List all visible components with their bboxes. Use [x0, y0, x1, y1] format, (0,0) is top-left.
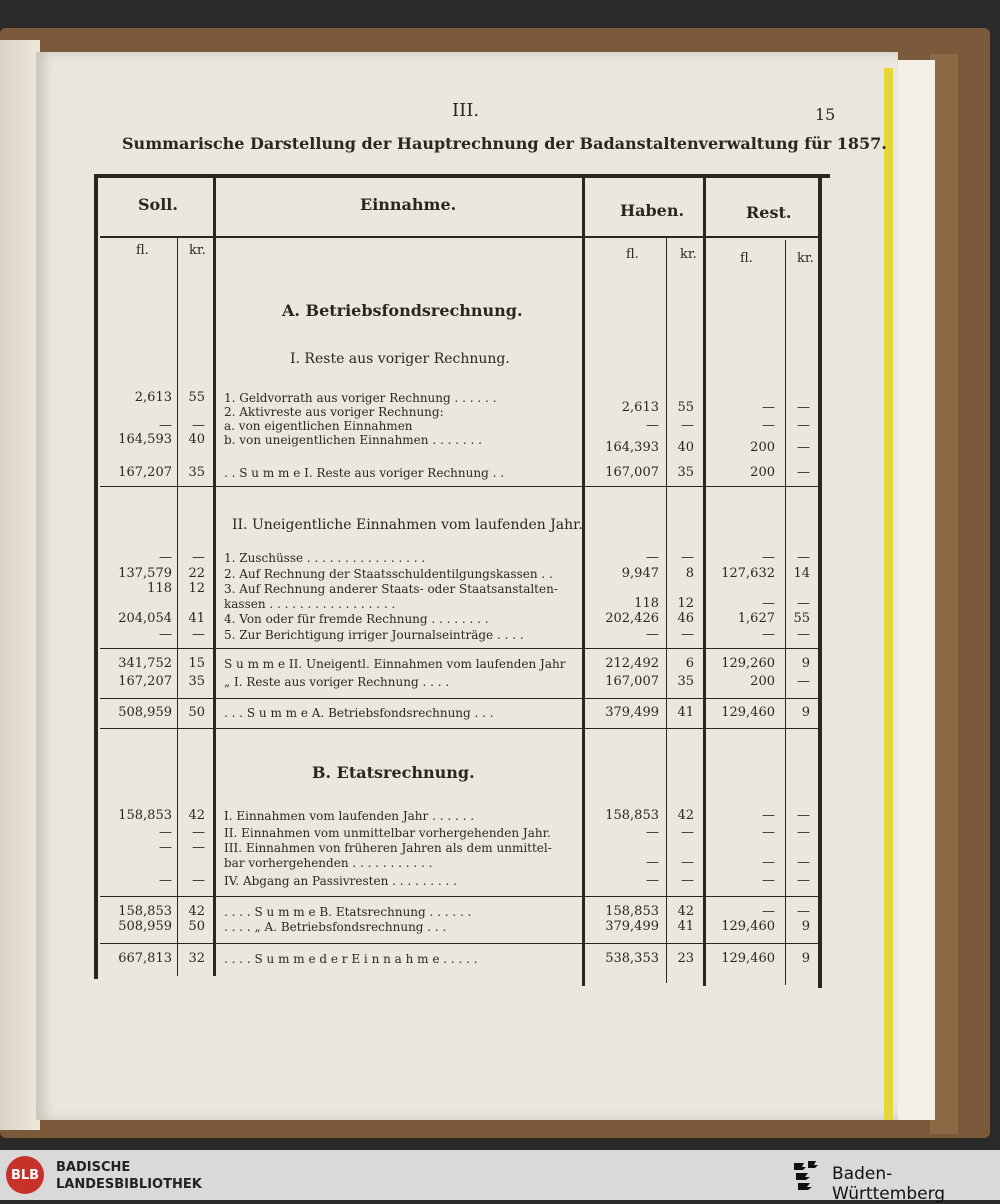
haben-kr: 46 [677, 611, 694, 626]
soll-fl: 137,579 [118, 566, 172, 581]
section-number: III. [452, 100, 480, 121]
yellow-page-marker [884, 68, 893, 1120]
entry-text: II. Einnahmen vom unmittelbar vorhergehenden Jahr. [224, 826, 551, 840]
table-top-rule [96, 174, 830, 178]
entry-text: 3. Auf Rechnung anderer Staats- oder Staatsanstalten- [224, 582, 558, 596]
rest-fl: — [762, 855, 775, 870]
rest-kr: — [797, 855, 810, 870]
haben-fl: 167,007 [605, 465, 659, 480]
entry-text: I. Einnahmen vom laufenden Jahr . . . . . . [224, 809, 475, 823]
haben-fl: 118 [634, 596, 659, 611]
haben-fl: 164,393 [605, 440, 659, 455]
soll-fl: 508,959 [118, 919, 172, 934]
rest-fl: — [762, 808, 775, 823]
soll-kr: 35 [188, 465, 205, 480]
soll-fl: 341,752 [118, 656, 172, 671]
entry-text: 5. Zur Berichtigung irriger Journalseinträge . . . . [224, 628, 524, 642]
haben-fl: 167,007 [605, 674, 659, 689]
rest-fl: — [762, 904, 775, 919]
entry-text: . . . . S u m m e B. Etatsrechnung . . . . . . [224, 905, 472, 919]
bw-lions-icon [790, 1158, 822, 1192]
rest-kr: — [797, 808, 810, 823]
rest-kr: — [797, 418, 810, 433]
rest-kr: — [797, 400, 810, 415]
section-a-sub2: II. Uneigentliche Einnahmen vom laufenden Jahr. [232, 517, 583, 533]
soll-fl: 2,613 [134, 390, 172, 405]
col-haben: Haben. [620, 201, 685, 220]
library-name-line2: LANDESBIBLIOTHEK [56, 1177, 202, 1192]
soll-kr: 32 [188, 951, 205, 966]
haben-fl: 2,613 [621, 400, 659, 415]
soll-kr: 15 [188, 656, 205, 671]
haben-kr: 35 [677, 674, 694, 689]
soll-divider [213, 176, 216, 976]
haben-kr: 8 [685, 566, 694, 581]
haben-fl: 212,492 [605, 656, 659, 671]
rest-fl: — [762, 550, 775, 565]
rest-fl: 129,460 [721, 951, 775, 966]
section-a-title: A. Betriebsfondsrechnung. [282, 301, 523, 320]
entry-text: 2. Auf Rechnung der Staatsschuldentilgungskassen . . [224, 567, 553, 581]
haben-fl-label: fl. [626, 247, 639, 262]
rest-kr: — [797, 674, 810, 689]
soll-fl: 508,959 [118, 705, 172, 720]
rest-fl: — [762, 400, 775, 415]
rest-fl: 129,460 [721, 919, 775, 934]
entry-text: . . . . „ A. Betriebsfondsrechnung . . . [224, 920, 447, 934]
rest-kr: — [797, 825, 810, 840]
haben-kr: — [681, 855, 694, 870]
haben-kr: 41 [677, 919, 694, 934]
soll-fl: — [159, 873, 172, 888]
section-a-sub1: I. Reste aus voriger Rechnung. [290, 351, 510, 367]
haben-kr: 12 [677, 596, 694, 611]
soll-kr: — [192, 840, 205, 855]
library-name-line1: BADISCHE [56, 1160, 131, 1175]
entry-text: 4. Von oder für fremde Rechnung . . . . . . . . [224, 612, 489, 626]
entry-text: III. Einnahmen von früheren Jahren als dem unmittel- [224, 841, 552, 855]
haben-fl: 202,426 [605, 611, 659, 626]
soll-fl: 167,207 [118, 674, 172, 689]
soll-fl: — [159, 627, 172, 642]
rest-fl: 1,627 [737, 611, 775, 626]
rest-kr: 55 [793, 611, 810, 626]
haben-fl: 158,853 [605, 808, 659, 823]
soll-kr: 42 [188, 904, 205, 919]
rest-kr: — [797, 596, 810, 611]
soll-kr-label: kr. [189, 243, 206, 258]
soll-kr: 40 [188, 432, 205, 447]
rest-kr: — [797, 627, 810, 642]
haben-kr: — [681, 873, 694, 888]
page-title: Summarische Darstellung der Hauptrechnung der Badanstaltenverwaltung für 1857. [122, 134, 887, 153]
soll-fl: — [159, 418, 172, 433]
library-name [56, 1159, 202, 1193]
haben-fl: 379,499 [605, 705, 659, 720]
haben-kr: 23 [677, 951, 694, 966]
haben-kr: 42 [677, 808, 694, 823]
table-right-border [818, 176, 822, 988]
soll-fl: 158,853 [118, 808, 172, 823]
soll-kr: — [192, 550, 205, 565]
rest-kr: — [797, 904, 810, 919]
rest-fl: 129,260 [721, 656, 775, 671]
haben-kr: 55 [677, 400, 694, 415]
haben-kr: 41 [677, 705, 694, 720]
soll-kr: 50 [188, 919, 205, 934]
rest-kr: 9 [801, 951, 810, 966]
state-name: Baden-Württemberg [832, 1164, 946, 1204]
soll-kr: 42 [188, 808, 205, 823]
rest-fl: 200 [750, 440, 775, 455]
entry-text: 2. Aktivreste aus voriger Rechnung: [224, 405, 444, 419]
page-number: 15 [815, 105, 836, 124]
rest-kr: 9 [801, 919, 810, 934]
col-rest: Rest. [746, 203, 792, 222]
section-b-title: B. Etatsrechnung. [312, 763, 475, 782]
haben-kr-label: kr. [680, 247, 697, 262]
footer-bar [0, 1150, 1000, 1204]
haben-kr: 42 [677, 904, 694, 919]
haben-fl: 9,947 [621, 566, 659, 581]
haben-fl: — [646, 627, 659, 642]
rest-fl: 200 [750, 465, 775, 480]
page-stack-edge [895, 60, 935, 1120]
soll-kr: 12 [188, 581, 205, 596]
haben-fl: — [646, 825, 659, 840]
col-soll: Soll. [138, 195, 178, 214]
rest-fl: 127,632 [721, 566, 775, 581]
blb-logo: BLB [6, 1156, 44, 1194]
rest-kr: — [797, 873, 810, 888]
haben-fl: 379,499 [605, 919, 659, 934]
haben-kr: 40 [677, 440, 694, 455]
entry-text: S u m m e II. Uneigentl. Einnahmen vom laufenden Jahr [224, 657, 566, 671]
entry-text: 1. Zuschüsse . . . . . . . . . . . . . . . . [224, 551, 426, 565]
haben-kr: 6 [685, 656, 694, 671]
rule-sum-b [100, 896, 820, 897]
col-einnahme: Einnahme. [360, 195, 457, 214]
rest-kr: 9 [801, 656, 810, 671]
rule-sum-a3 [100, 698, 820, 699]
haben-fl: — [646, 855, 659, 870]
rest-fl: — [762, 596, 775, 611]
soll-kr: 41 [188, 611, 205, 626]
rule-total [100, 943, 820, 944]
soll-kr: — [192, 873, 205, 888]
soll-kr: 50 [188, 705, 205, 720]
rest-fl: 200 [750, 674, 775, 689]
rest-kr: — [797, 440, 810, 455]
entry-text: bar vorhergehenden . . . . . . . . . . . [224, 856, 433, 870]
entry-text: 1. Geldvorrath aus voriger Rechnung . . . . . . [224, 391, 497, 405]
haben-kr: 35 [677, 465, 694, 480]
soll-fl: 204,054 [118, 611, 172, 626]
haben-fl: 158,853 [605, 904, 659, 919]
rest-kr: — [797, 465, 810, 480]
rest-kr: — [797, 550, 810, 565]
haben-kr: — [681, 627, 694, 642]
haben-kr: — [681, 418, 694, 433]
soll-kr: — [192, 418, 205, 433]
haben-fl: — [646, 873, 659, 888]
soll-fl: 167,207 [118, 465, 172, 480]
entry-text: „ I. Reste aus voriger Rechnung . . . . [224, 675, 450, 689]
rest-fl: — [762, 825, 775, 840]
haben-fl: 538,353 [605, 951, 659, 966]
rule-end-a [100, 728, 820, 729]
soll-fl-kr-divider [177, 236, 178, 976]
soll-kr: — [192, 825, 205, 840]
haben-fl: — [646, 418, 659, 433]
header-bottom-rule [100, 236, 820, 238]
entry-text: b. von uneigentlichen Einnahmen . . . . . . . [224, 433, 482, 447]
soll-fl: 164,593 [118, 432, 172, 447]
rest-fl: — [762, 418, 775, 433]
soll-kr: — [192, 627, 205, 642]
soll-kr: 35 [188, 674, 205, 689]
entry-text: . . . . S u m m e d e r E i n n a h m e . . . . . [224, 952, 478, 966]
left-page-edge [0, 40, 40, 1130]
rest-kr-label: kr. [797, 251, 814, 266]
haben-kr: — [681, 550, 694, 565]
entry-text: . . . S u m m e A. Betriebsfondsrechnung . . . [224, 706, 494, 720]
entry-text: kassen . . . . . . . . . . . . . . . . . [224, 597, 396, 611]
rest-fl: — [762, 627, 775, 642]
soll-fl-label: fl. [136, 243, 149, 258]
rest-fl: 129,460 [721, 705, 775, 720]
rule-sum-a2 [100, 648, 820, 649]
soll-fl: 667,813 [118, 951, 172, 966]
soll-kr: 22 [188, 566, 205, 581]
rest-kr: 9 [801, 705, 810, 720]
soll-fl: — [159, 840, 172, 855]
rest-kr: 14 [793, 566, 810, 581]
entry-text: IV. Abgang an Passivresten . . . . . . . . . [224, 874, 457, 888]
soll-fl: 158,853 [118, 904, 172, 919]
rest-fl-label: fl. [740, 251, 753, 266]
soll-fl: — [159, 550, 172, 565]
soll-fl: 118 [147, 581, 172, 596]
haben-kr: — [681, 825, 694, 840]
entry-text: . . S u m m e I. Reste aus voriger Rechnung . . [224, 466, 505, 480]
rest-fl: — [762, 873, 775, 888]
haben-fl: — [646, 550, 659, 565]
soll-kr: 55 [188, 390, 205, 405]
rule-sum-a1 [100, 486, 820, 487]
entry-text: a. von eigentlichen Einnahmen [224, 419, 413, 433]
soll-fl: — [159, 825, 172, 840]
